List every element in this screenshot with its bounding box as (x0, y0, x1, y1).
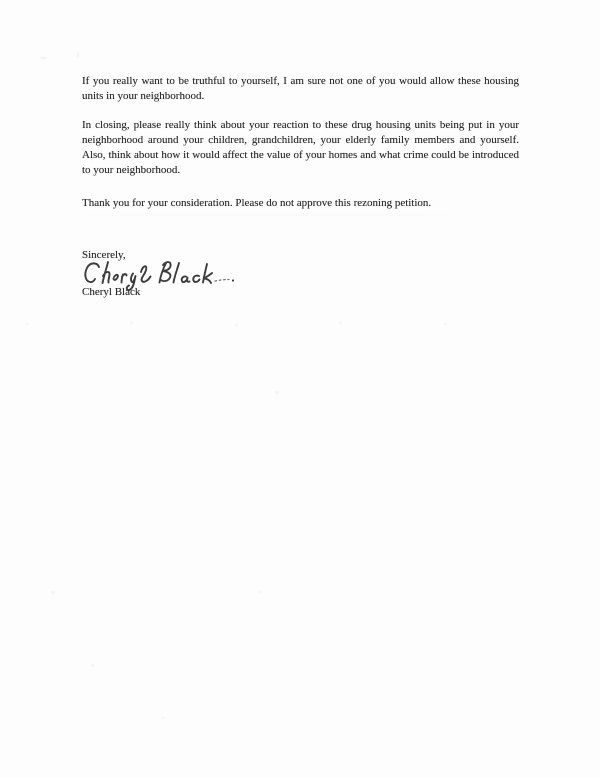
scan-speck (275, 391, 279, 394)
closing-salutation: Sincerely, (82, 249, 126, 261)
signature-stroke-l2 (174, 263, 180, 283)
scan-speck (40, 57, 47, 59)
scan-speck (26, 323, 29, 325)
signature-stroke-k (203, 264, 212, 283)
scan-speck (162, 717, 165, 719)
typed-signature-name: Cheryl Black (82, 286, 141, 298)
scan-speck (444, 323, 447, 325)
scan-speck (51, 591, 55, 594)
letter-paragraph-1: If you really want to be truthful to yourself, I am sure not one of you would allow these housing units in your neighborhood. (82, 75, 519, 102)
scan-speck (77, 52, 79, 58)
scan-speck (91, 664, 94, 667)
signature-stroke-a (182, 276, 190, 282)
signature-stroke-h (103, 262, 110, 283)
signature-stroke-e (114, 275, 118, 280)
letter-paragraph-3: Thank you for your consideration. Please do not approve this rezoning petition. (82, 197, 432, 209)
scan-speck (339, 322, 342, 324)
signature-stroke-l-flourish (141, 266, 151, 282)
scan-speck (259, 591, 262, 593)
signature-stroke-c2 (193, 276, 199, 282)
signature-period (232, 279, 234, 281)
letter-paragraph-2: In closing, please really think about your reaction to these drug housing units being put in your neighborhood around your children, grandchildren, your elderly family members and yourself. Also, think about how it would affect the value of your homes and what crime could be introduced to your neighborhood. (82, 119, 519, 176)
scan-speck (84, 214, 454, 216)
scan-speck (235, 324, 238, 326)
scan-speck (130, 322, 133, 324)
signature-stroke-c (85, 263, 99, 282)
signature-stroke-b (160, 262, 171, 282)
signature-stroke-r (122, 274, 127, 282)
signature-trailing-dots (215, 280, 229, 282)
